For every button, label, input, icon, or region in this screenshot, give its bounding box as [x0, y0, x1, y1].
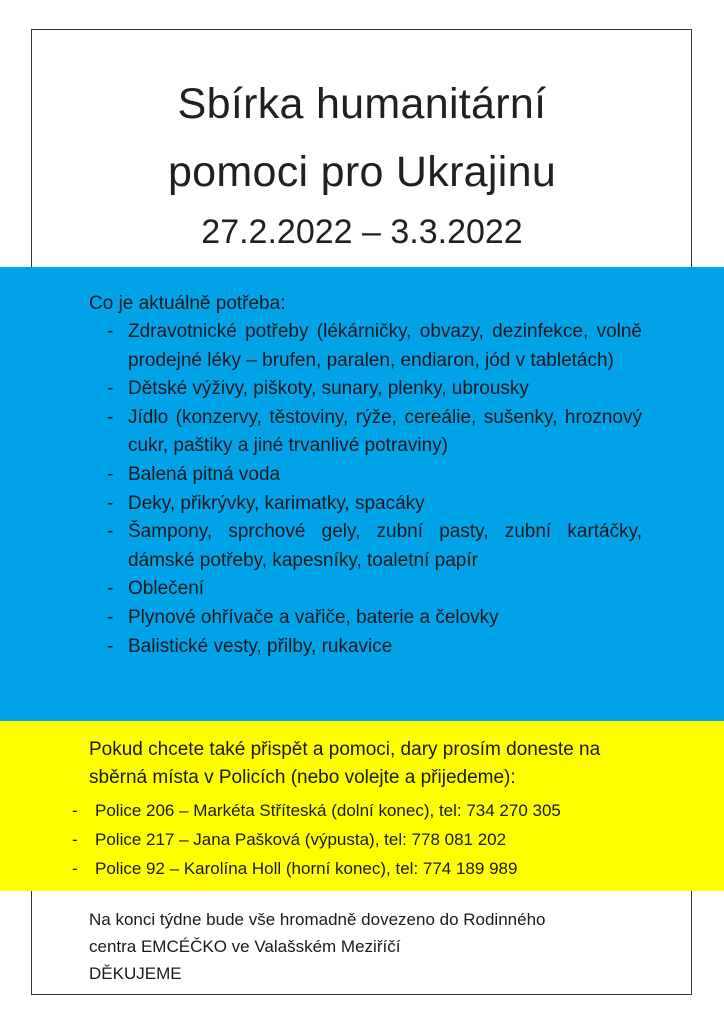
needs-list — [107, 318, 642, 661]
title-line-1: Sbírka humanitární — [177, 80, 547, 128]
collection-point: - Police 206 – Markéta Stříteská (dolní konec), tel: 734 270 305 — [72, 796, 561, 825]
collection-point: - Police 217 – Jana Pašková (výpusta), tel: 778 081 202 — [72, 825, 561, 854]
footer-line-1: Na konci týdne bude vše hromadně dovezeno do Rodinného — [89, 910, 546, 929]
needs-item: - Balená pitná voda — [107, 461, 642, 490]
needs-item: - Plynové ohřívače a vařiče, baterie a čelovky — [107, 604, 642, 633]
collection-point: - Police 92 – Karolína Holl (horní konec), tel: 774 189 989 — [72, 854, 561, 883]
collection-points-list — [72, 796, 561, 883]
needs-item: - Balistické vesty, přilby, rukavice — [107, 633, 642, 662]
footer-line-2: centra EMCÉČKO ve Valašském Meziříčí — [89, 937, 401, 956]
title-line-2: pomoci pro Ukrajinu — [167, 148, 557, 196]
footer-thanks: DĚKUJEME — [89, 964, 182, 983]
needs-item: - Oblečení — [107, 575, 642, 604]
footer-note — [89, 906, 629, 987]
donate-text: Pokud chcete také přispět a pomoci, dary prosím doneste na sběrná místa v Policích (nebo volejte a přijedeme): — [89, 739, 601, 788]
collection-dates: 27.2.2022 – 3.3.2022 — [201, 213, 523, 251]
needs-item: - Jídlo (konzervy, těstoviny, rýže, cereálie, sušenky, hroznový cukr, paštiky a jiné trvanlivé potraviny) — [107, 404, 642, 461]
needs-item: - Šampony, sprchové gely, zubní pasty, zubní kartáčky, dámské potřeby, kapesníky, toaletní papír — [107, 518, 642, 575]
needs-item: - Zdravotnické potřeby (lékárničky, obvazy, dezinfekce, volně prodejné léky – brufen, paralen, endiaron, jód v tabletách) — [107, 318, 642, 375]
needs-item: - Deky, přikrývky, karimatky, spacáky — [107, 490, 642, 519]
needs-heading: Co je aktuálně potřeba: — [89, 293, 286, 314]
needs-item: - Dětské výživy, piškoty, sunary, plenky, ubrousky — [107, 375, 642, 404]
